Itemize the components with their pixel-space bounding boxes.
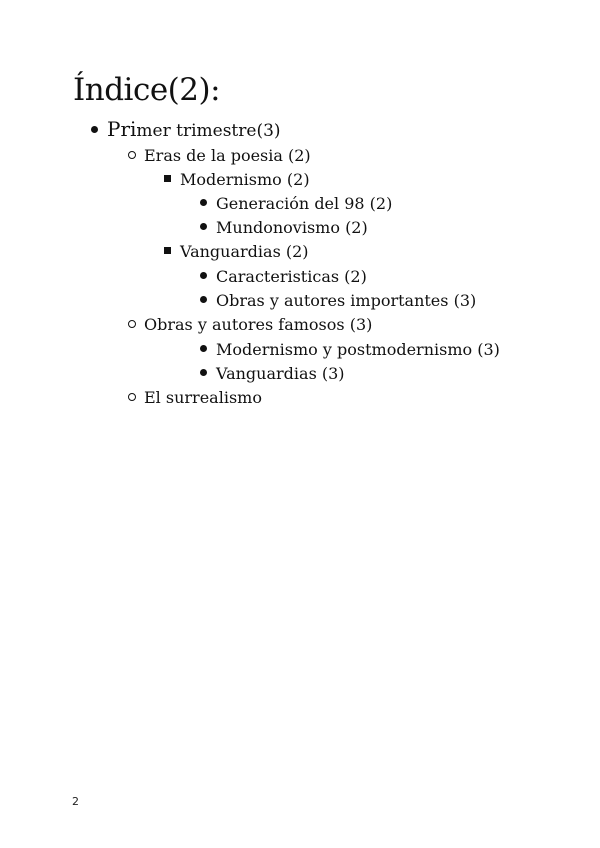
list-item-level4 <box>200 362 345 386</box>
list-item-level4 <box>200 338 500 362</box>
list-item-label: Obras y autores famosos (3) <box>144 315 373 334</box>
filled-disc-icon <box>200 289 216 313</box>
list-item-level3 <box>164 168 310 192</box>
hollow-circle-icon <box>128 386 144 410</box>
list-item-label: Vanguardias (3) <box>216 364 345 383</box>
list-item-level4 <box>200 192 392 216</box>
filled-disc-icon <box>200 338 216 362</box>
filled-disc-icon <box>91 119 107 143</box>
list-item-level3 <box>164 240 309 264</box>
list-item-label: Vanguardias (2) <box>180 242 309 261</box>
list-item-level4 <box>200 289 476 313</box>
list-item-label: Caracteristicas (2) <box>216 267 367 286</box>
list-item-label: Obras y autores importantes (3) <box>216 291 477 310</box>
list-item-level4 <box>200 265 367 289</box>
hollow-circle-icon <box>128 313 144 337</box>
list-item-level2 <box>128 144 311 168</box>
list-item-label: Mundonovismo (2) <box>216 218 368 237</box>
page-number: 2 <box>72 795 79 808</box>
list-item-level2 <box>128 386 262 410</box>
filled-disc-icon <box>200 216 216 240</box>
filled-disc-icon <box>200 265 216 289</box>
list-item-level1 <box>91 117 281 141</box>
page-title: Índice(2): <box>73 72 221 108</box>
list-item-label: El surrealismo <box>144 388 262 407</box>
list-item-label: Modernismo y postmodernismo (3) <box>216 340 500 359</box>
hollow-circle-icon <box>128 144 144 168</box>
filled-disc-icon <box>200 192 216 216</box>
list-item-label: Eras de la poesia (2) <box>144 146 311 165</box>
list-item-label-rest: mer trimestre(3) <box>136 121 281 141</box>
filled-disc-icon <box>200 362 216 386</box>
list-item-label-start: Pri <box>107 117 137 141</box>
list-item-level2 <box>128 313 372 337</box>
list-item-level4 <box>200 216 368 240</box>
filled-square-icon <box>164 168 180 192</box>
filled-square-icon <box>164 240 180 264</box>
list-item-label: Modernismo (2) <box>180 170 310 189</box>
list-item-label: Generación del 98 (2) <box>216 194 393 213</box>
